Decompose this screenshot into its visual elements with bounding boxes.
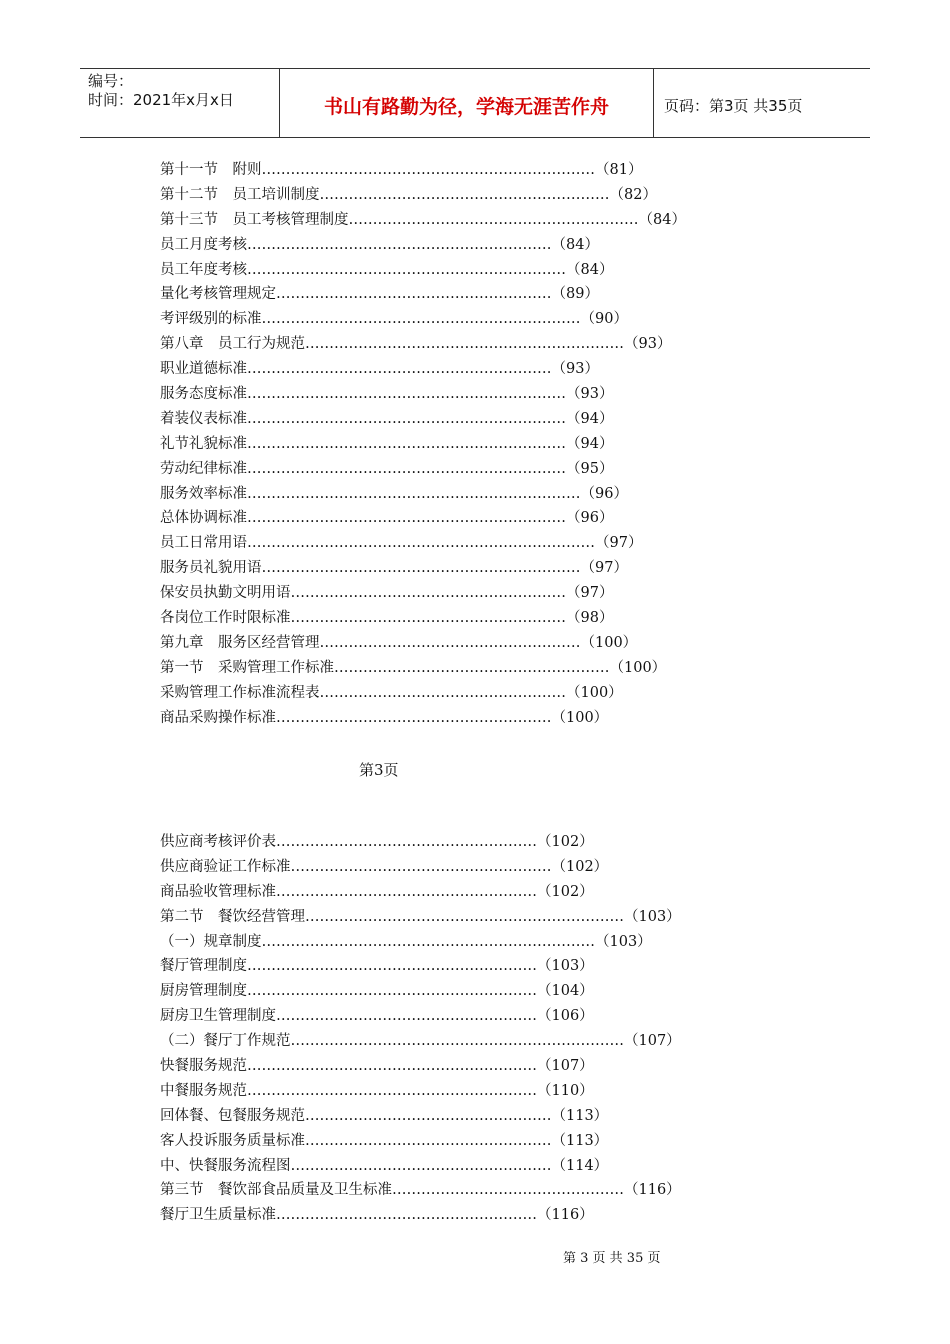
toc-entry-title: 餐厅卫生质量标准 [160, 1207, 276, 1224]
toc-entry-leader: ………………………………………………………… [247, 386, 566, 403]
toc-entry-leader: …………………………………………………………… [290, 1033, 624, 1050]
toc-entry-title: 考评级别的标准 [160, 311, 262, 328]
toc-entry [160, 357, 686, 382]
toc-entry [160, 233, 686, 258]
toc-entry-title: 中餐服务规范 [160, 1082, 247, 1099]
toc-entry-page: （114） [551, 1157, 609, 1174]
toc-entry-page: （116） [537, 1207, 594, 1224]
toc-entry-title: 第三节 餐饮部食品质量及卫生标准 [160, 1182, 392, 1199]
toc-entry-page: （94） [566, 435, 614, 452]
toc-entry-leader: ………………………………………………… [290, 610, 566, 627]
toc-list-bottom [160, 830, 681, 1228]
toc-entry [160, 1004, 681, 1029]
toc-entry-title: 供应商验证工作标准 [160, 858, 291, 875]
document-date: 时间：2021年x月x日 [88, 91, 234, 109]
toc-entry-page: （93） [624, 336, 672, 353]
toc-entry-leader: ………………………………………………………… [305, 336, 624, 353]
toc-entry [160, 1129, 681, 1154]
toc-entry-leader: ………………………………………………… [276, 709, 552, 726]
toc-entry-title: 职业道德标准 [160, 361, 247, 378]
toc-entry [160, 1079, 681, 1104]
page-label: 第3页 [359, 761, 399, 779]
header-page-info: 页码：第3页 共35页 [664, 96, 803, 115]
toc-entry-leader: ………………………………………………………… [261, 311, 581, 328]
toc-entry-leader: ……………………………………………………… [247, 236, 552, 253]
toc-entry [160, 954, 681, 979]
toc-entry-page: （104） [537, 983, 594, 1000]
toc-entry-page: （97） [595, 535, 643, 552]
toc-entry-title: 客人投诉服务质量标准 [160, 1132, 305, 1149]
toc-entry-title: 第二节 餐饮经营管理 [160, 908, 305, 925]
toc-entry-page: （84） [566, 261, 614, 278]
toc-entry [160, 1203, 681, 1228]
toc-entry-leader: …………………………………………… [305, 1132, 552, 1149]
toc-entry-leader: ………………………………………………… [334, 659, 610, 676]
toc-entry [160, 332, 686, 357]
toc-entry-page: （107） [624, 1033, 681, 1050]
toc-entry-title: 供应商考核评价表 [160, 834, 276, 850]
toc-entry-title: 量化考核管理规定 [160, 286, 276, 303]
toc-entry [160, 1178, 681, 1203]
toc-entry-title: 各岗位工作时限标准 [160, 610, 291, 627]
toc-list-top [160, 158, 686, 730]
toc-entry [160, 855, 681, 880]
toc-entry-leader: ……………………………………………………………… [247, 535, 595, 552]
toc-entry-page: （103） [595, 933, 652, 950]
toc-entry-page: （100） [609, 659, 667, 676]
toc-entry [160, 930, 681, 955]
toc-entry-title: （二）餐厅丁作规范 [160, 1033, 291, 1050]
toc-entry [160, 1029, 681, 1054]
toc-entry-title: 商品验收管理标准 [160, 883, 276, 900]
toc-entry-page: （89） [551, 286, 599, 303]
toc-entry-title: 第十一节 附则 [160, 162, 262, 178]
toc-entry [160, 606, 686, 631]
toc-entry-leader: …………………………………………………………… [247, 485, 581, 502]
toc-entry [160, 830, 681, 855]
toc-entry-page: （113） [551, 1132, 609, 1149]
toc-entry [160, 183, 686, 208]
toc-entry [160, 482, 686, 507]
toc-entry-leader: ……………………………………………… [276, 1207, 537, 1224]
toc-entry-leader: …………………………………………………… [348, 211, 639, 228]
toc-entry-page: （102） [537, 883, 594, 900]
header-motto: 书山有路勤为径，学海无涯苦作舟 [280, 69, 654, 137]
toc-entry-page: （96） [580, 485, 628, 502]
toc-entry-leader: ………………………………………………………… [247, 410, 566, 427]
toc-entry-title: 保安员执勤文明用语 [160, 585, 291, 602]
header-meta [80, 69, 280, 137]
toc-entry-leader: ………………………………………………… [276, 286, 552, 303]
toc-entry-title: 第十三节 员工考核管理制度 [160, 211, 349, 228]
toc-entry-leader: …………………………………………… [305, 1107, 552, 1124]
toc-entry-page: （82） [609, 186, 657, 203]
toc-entry [160, 979, 681, 1004]
toc-entry-title: 厨房管理制度 [160, 983, 247, 1000]
toc-entry [160, 208, 686, 233]
toc-entry-title: 着装仪表标准 [160, 410, 247, 427]
toc-entry [160, 556, 686, 581]
toc-entry-page: （106） [537, 1008, 594, 1025]
toc-entry-page: （96） [566, 510, 614, 527]
toc-entry-page: （95） [566, 460, 614, 477]
toc-entry-page: （103） [537, 958, 594, 975]
toc-entry-leader: ……………………………………………… [319, 634, 581, 651]
toc-entry [160, 631, 686, 656]
toc-entry [160, 258, 686, 283]
toc-entry-leader: …………………………………………………… [247, 1058, 537, 1075]
toc-entry [160, 880, 681, 905]
toc-entry-page: （93） [566, 386, 614, 403]
toc-entry [160, 1154, 681, 1179]
toc-entry [160, 382, 686, 407]
toc-entry-leader: …………………………………………………… [247, 983, 537, 1000]
page-header [80, 68, 870, 138]
toc-entry-page: （103） [624, 908, 681, 925]
toc-entry-title: 总体协调标准 [160, 510, 247, 527]
toc-entry [160, 1104, 681, 1129]
toc-entry-page: （90） [580, 311, 628, 328]
toc-entry-page: （102） [537, 834, 594, 850]
toc-entry-page: （107） [537, 1058, 594, 1075]
toc-entry-leader: ………………………………………………………… [247, 261, 566, 278]
toc-entry-page: （102） [551, 858, 609, 875]
document-number-label: 编号： [88, 72, 134, 90]
toc-entry-leader: ………………………………………………………… [305, 908, 624, 925]
toc-entry [160, 681, 686, 706]
toc-entry-title: （一）规章制度 [160, 933, 262, 950]
toc-entry-title: 中、快餐服务流程图 [160, 1157, 291, 1174]
toc-entry-leader: …………………………………………………………… [261, 162, 595, 178]
toc-entry-leader: ……………………………………………… [276, 883, 537, 900]
toc-entry-title: 员工月度考核 [160, 236, 247, 253]
toc-entry-leader: ……………………………………………… [290, 858, 552, 875]
page-footer: 第 3 页 共 35 页 [563, 1251, 661, 1266]
toc-entry-leader: ……………………………………………………… [247, 361, 552, 378]
toc-entry [160, 432, 686, 457]
toc-entry-page: （93） [551, 361, 599, 378]
toc-entry-title: 商品采购操作标准 [160, 709, 276, 726]
toc-entry-leader: ……………………………………………… [276, 834, 537, 850]
toc-entry-leader: ……………………………………………… [276, 1008, 537, 1025]
toc-entry-leader: …………………………………………………… [319, 186, 610, 203]
toc-entry-page: （97） [580, 560, 628, 577]
toc-entry-title: 礼节礼貌标准 [160, 435, 247, 452]
toc-entry-title: 快餐服务规范 [160, 1058, 247, 1075]
toc-entry-title: 第八章 员工行为规范 [160, 336, 305, 353]
toc-entry-page: （94） [566, 410, 614, 427]
toc-entry-title: 第十二节 员工培训制度 [160, 186, 320, 203]
toc-entry-title: 员工日常用语 [160, 535, 247, 552]
toc-entry [160, 457, 686, 482]
toc-entry-page: （81） [595, 162, 643, 178]
toc-entry-title: 服务态度标准 [160, 386, 247, 403]
toc-entry-title: 第一节 采购管理工作标准 [160, 659, 334, 676]
toc-entry-leader: …………………………………………… [319, 684, 566, 701]
toc-entry-title: 服务员礼貌用语 [160, 560, 262, 577]
toc-entry-leader: ………………………………………………………… [261, 560, 581, 577]
toc-entry-leader: …………………………………………………… [247, 958, 537, 975]
toc-entry-page: （98） [566, 610, 614, 627]
toc-entry-leader: ……………………………………………… [290, 1157, 552, 1174]
toc-entry-leader: ………………………………………………………… [247, 510, 566, 527]
toc-entry [160, 407, 686, 432]
toc-entry-page: （100） [566, 684, 623, 701]
toc-entry [160, 905, 681, 930]
toc-entry-page: （84） [551, 236, 599, 253]
toc-entry-title: 厨房卫生管理制度 [160, 1008, 276, 1025]
toc-entry [160, 531, 686, 556]
toc-entry-leader: …………………………………………………………… [261, 933, 595, 950]
toc-entry-page: （100） [551, 709, 609, 726]
toc-entry-page: （100） [580, 634, 638, 651]
toc-entry-leader: ………………………………………………………… [247, 435, 566, 452]
toc-entry-page: （110） [537, 1082, 594, 1099]
toc-entry-leader: ………………………………………………………… [247, 460, 566, 477]
toc-entry-page: （84） [638, 211, 686, 228]
toc-entry-title: 采购管理工作标准流程表 [160, 684, 320, 701]
toc-entry-title: 劳动纪律标准 [160, 460, 247, 477]
toc-entry-page: （97） [566, 585, 614, 602]
toc-entry-leader: ………………………………………………… [290, 585, 566, 602]
toc-entry-title: 第九章 服务区经营管理 [160, 634, 320, 651]
toc-entry-page: （116） [624, 1182, 681, 1199]
toc-entry [160, 706, 686, 731]
toc-entry-leader: ………………………………………… [392, 1182, 624, 1199]
toc-entry-page: （113） [551, 1107, 609, 1124]
toc-entry [160, 1054, 681, 1079]
toc-entry [160, 656, 686, 681]
toc-entry [160, 581, 686, 606]
toc-entry-title: 餐厅管理制度 [160, 958, 247, 975]
toc-entry [160, 282, 686, 307]
toc-entry-leader: …………………………………………………… [247, 1082, 537, 1099]
toc-entry-title: 回体餐、包餐服务规范 [160, 1107, 305, 1124]
toc-entry [160, 506, 686, 531]
toc-entry [160, 158, 686, 183]
toc-entry-title: 服务效率标准 [160, 485, 247, 502]
toc-entry-title: 员工年度考核 [160, 261, 247, 278]
toc-entry [160, 307, 686, 332]
